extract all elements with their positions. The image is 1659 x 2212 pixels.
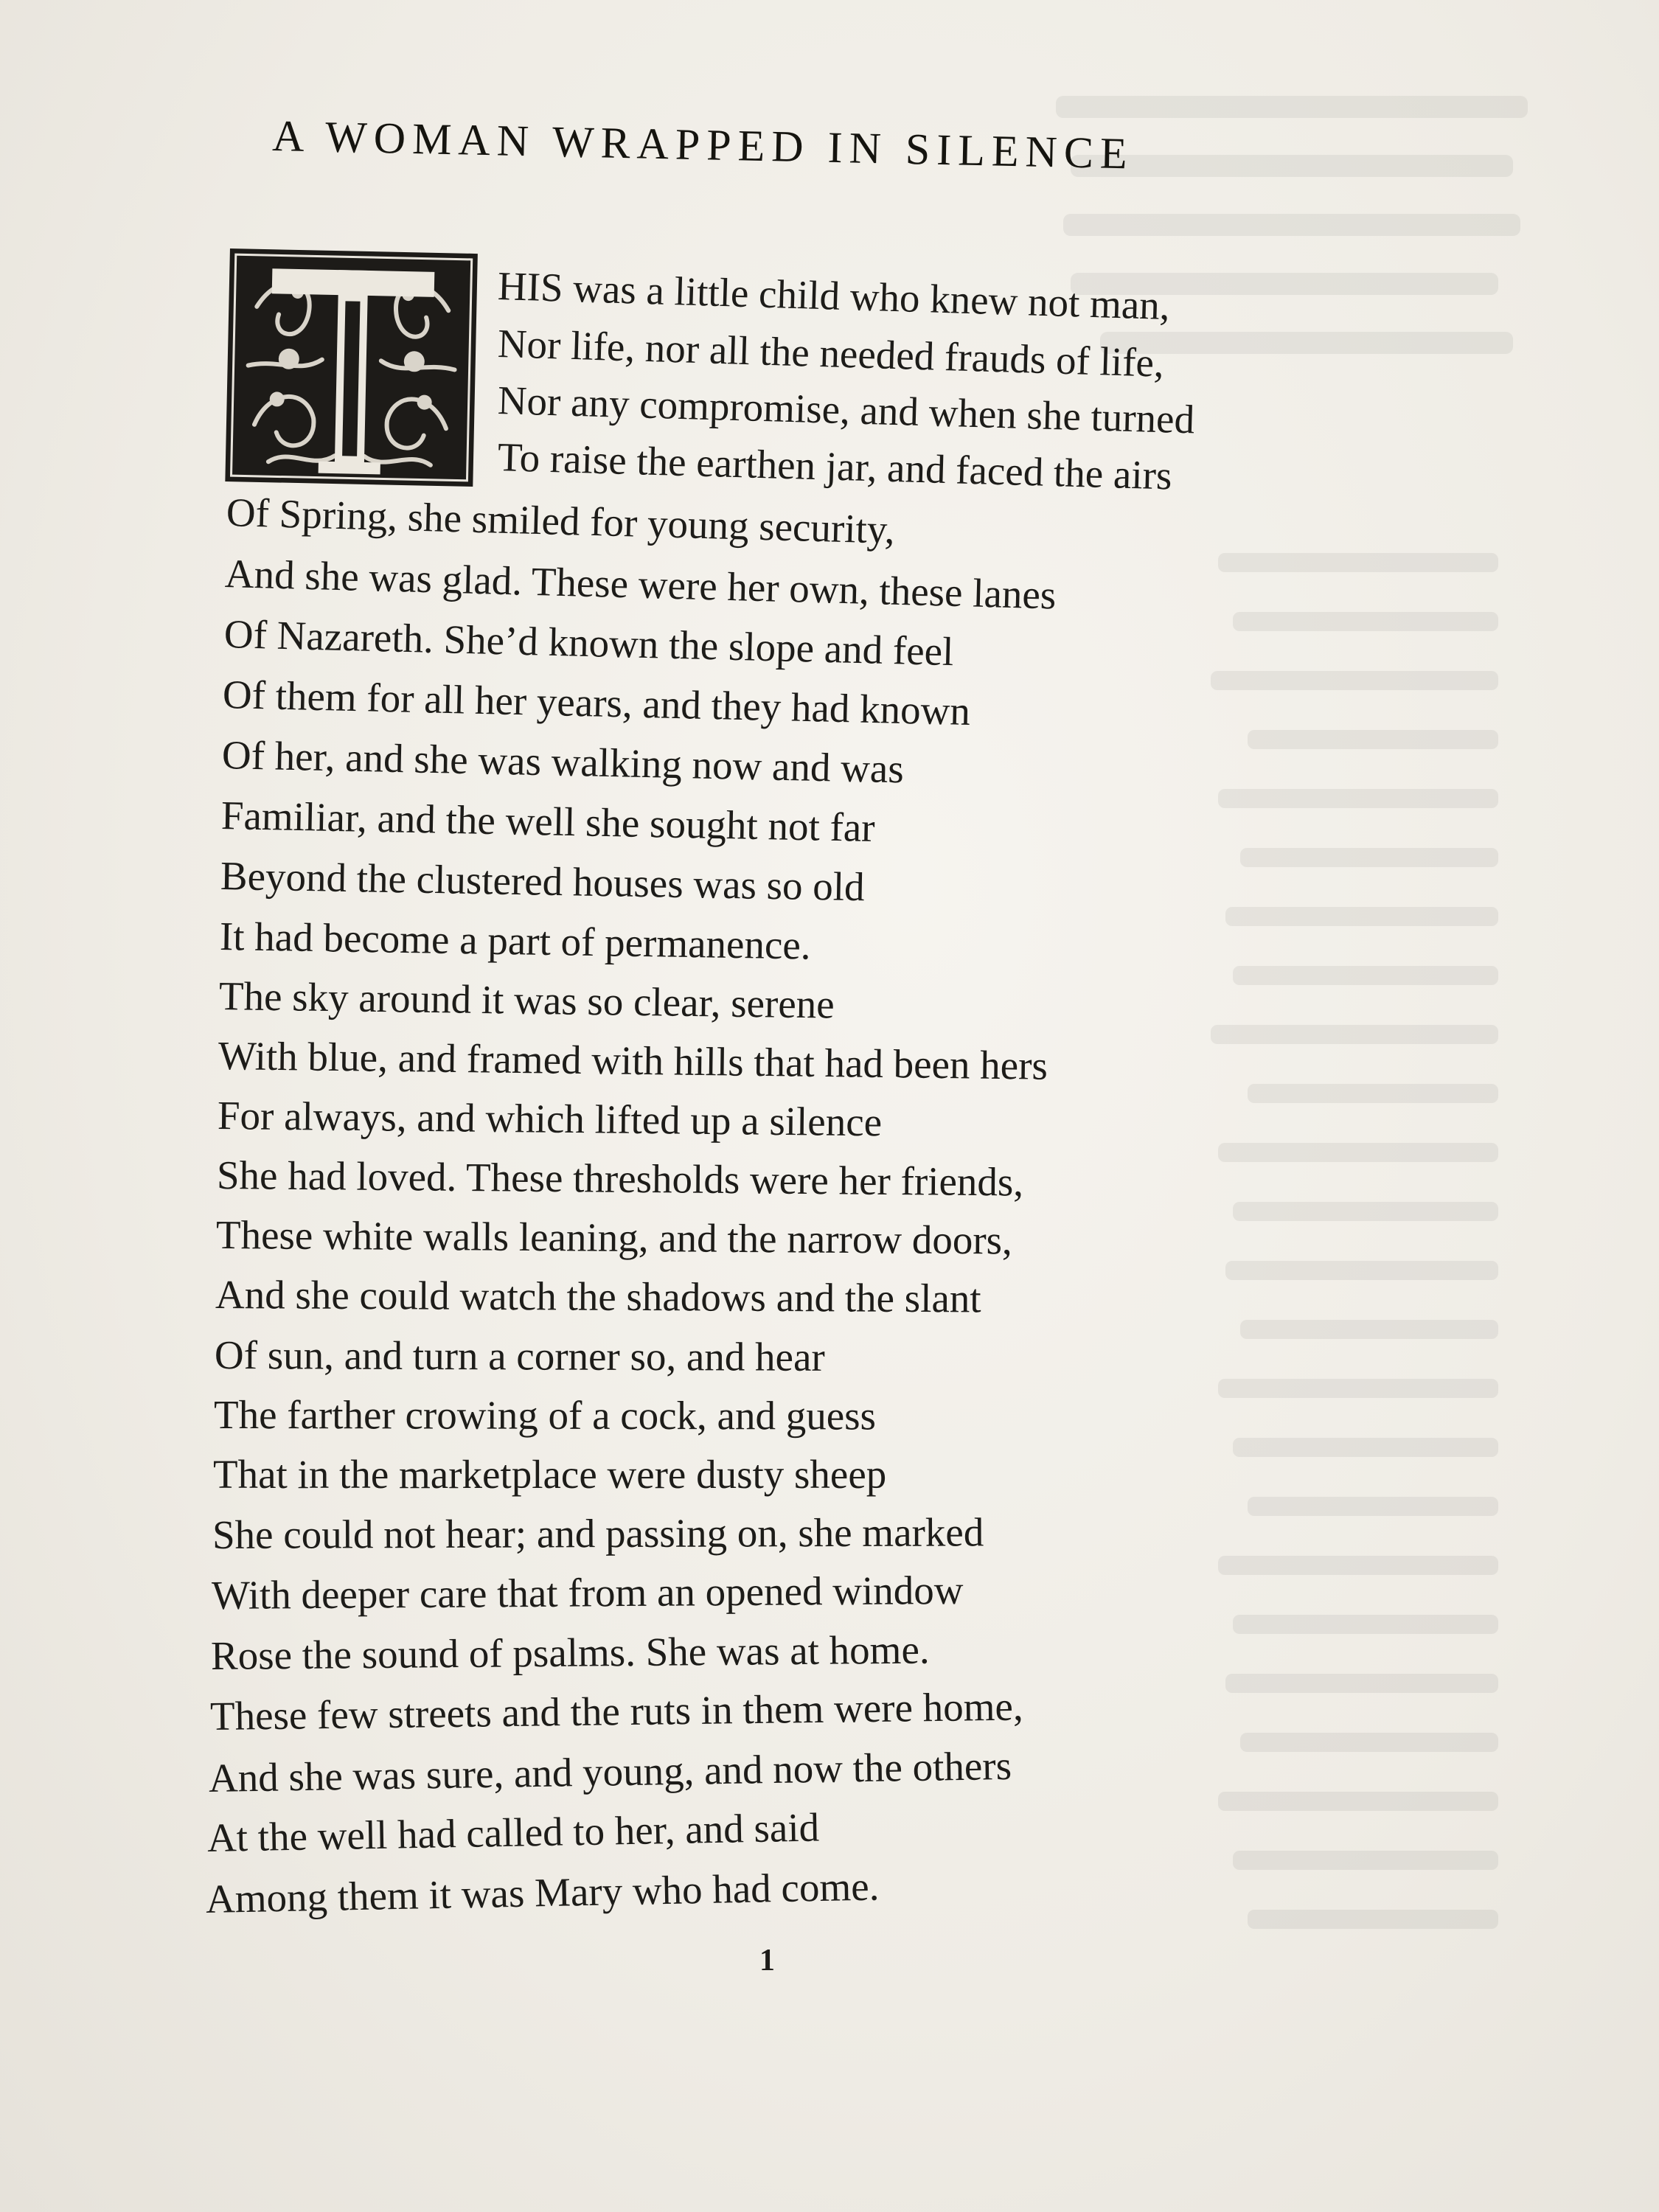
poem-line: With blue, and framed with hills that had been hers	[218, 1033, 1048, 1088]
poem-line: And she was sure, and young, and now the others	[208, 1742, 1012, 1801]
poem-line: The sky around it was so clear, serene	[218, 973, 835, 1027]
poem-line: Beyond the clustered houses was so old	[220, 853, 866, 910]
poem-line: Familiar, and the well she sought not far	[220, 793, 876, 851]
poem-line: Of Nazareth. She’d known the slope and feel	[223, 611, 955, 675]
poem-line: And she was glad. These were her own, these lanes	[224, 551, 1057, 618]
poem-line: These white walls leaning, and the narrow doors,	[215, 1212, 1013, 1263]
poem-line: For always, and which lifted up a silence	[217, 1093, 883, 1145]
poem-line: Nor life, nor all the needed frauds of life,	[497, 321, 1165, 386]
page-number: 1	[759, 1944, 775, 1978]
poem-line: Of Spring, she smiled for young security,	[226, 490, 896, 552]
poem-line: With deeper care that from an opened window	[211, 1567, 964, 1618]
poem-line: HIS was a little child who knew not man,	[497, 263, 1171, 329]
poem-line: The farther crowing of a cock, and guess	[213, 1392, 877, 1439]
poem-line: It had become a part of permanence.	[219, 914, 812, 968]
poem-line: She could not hear; and passing on, she marked	[212, 1509, 984, 1557]
poem-title: A WOMAN WRAPPED IN SILENCE	[271, 111, 1135, 178]
poem-line: Nor any compromise, and when she turned	[497, 378, 1195, 442]
poem-line: At the well had called to her, and said	[206, 1804, 820, 1860]
poem-line: Of sun, and turn a corner so, and hear	[214, 1332, 825, 1380]
poem-line: She had loved. These thresholds were her friends,	[216, 1152, 1024, 1205]
poem-line: To raise the earthen jar, and faced the airs	[497, 434, 1173, 498]
poem-line: These few streets and the ruts in them were home,	[209, 1683, 1023, 1739]
poem-line: And she could watch the shadows and the slant	[215, 1272, 981, 1321]
poem-line: Rose the sound of psalms. She was at home.	[210, 1627, 930, 1678]
poem-line: Of them for all her years, and they had known	[222, 672, 971, 734]
poem-line: Of her, and she was walking now and was	[221, 732, 905, 792]
poem-line: That in the marketplace were dusty sheep	[213, 1452, 887, 1497]
poem-line: Among them it was Mary who had come.	[205, 1863, 880, 1921]
